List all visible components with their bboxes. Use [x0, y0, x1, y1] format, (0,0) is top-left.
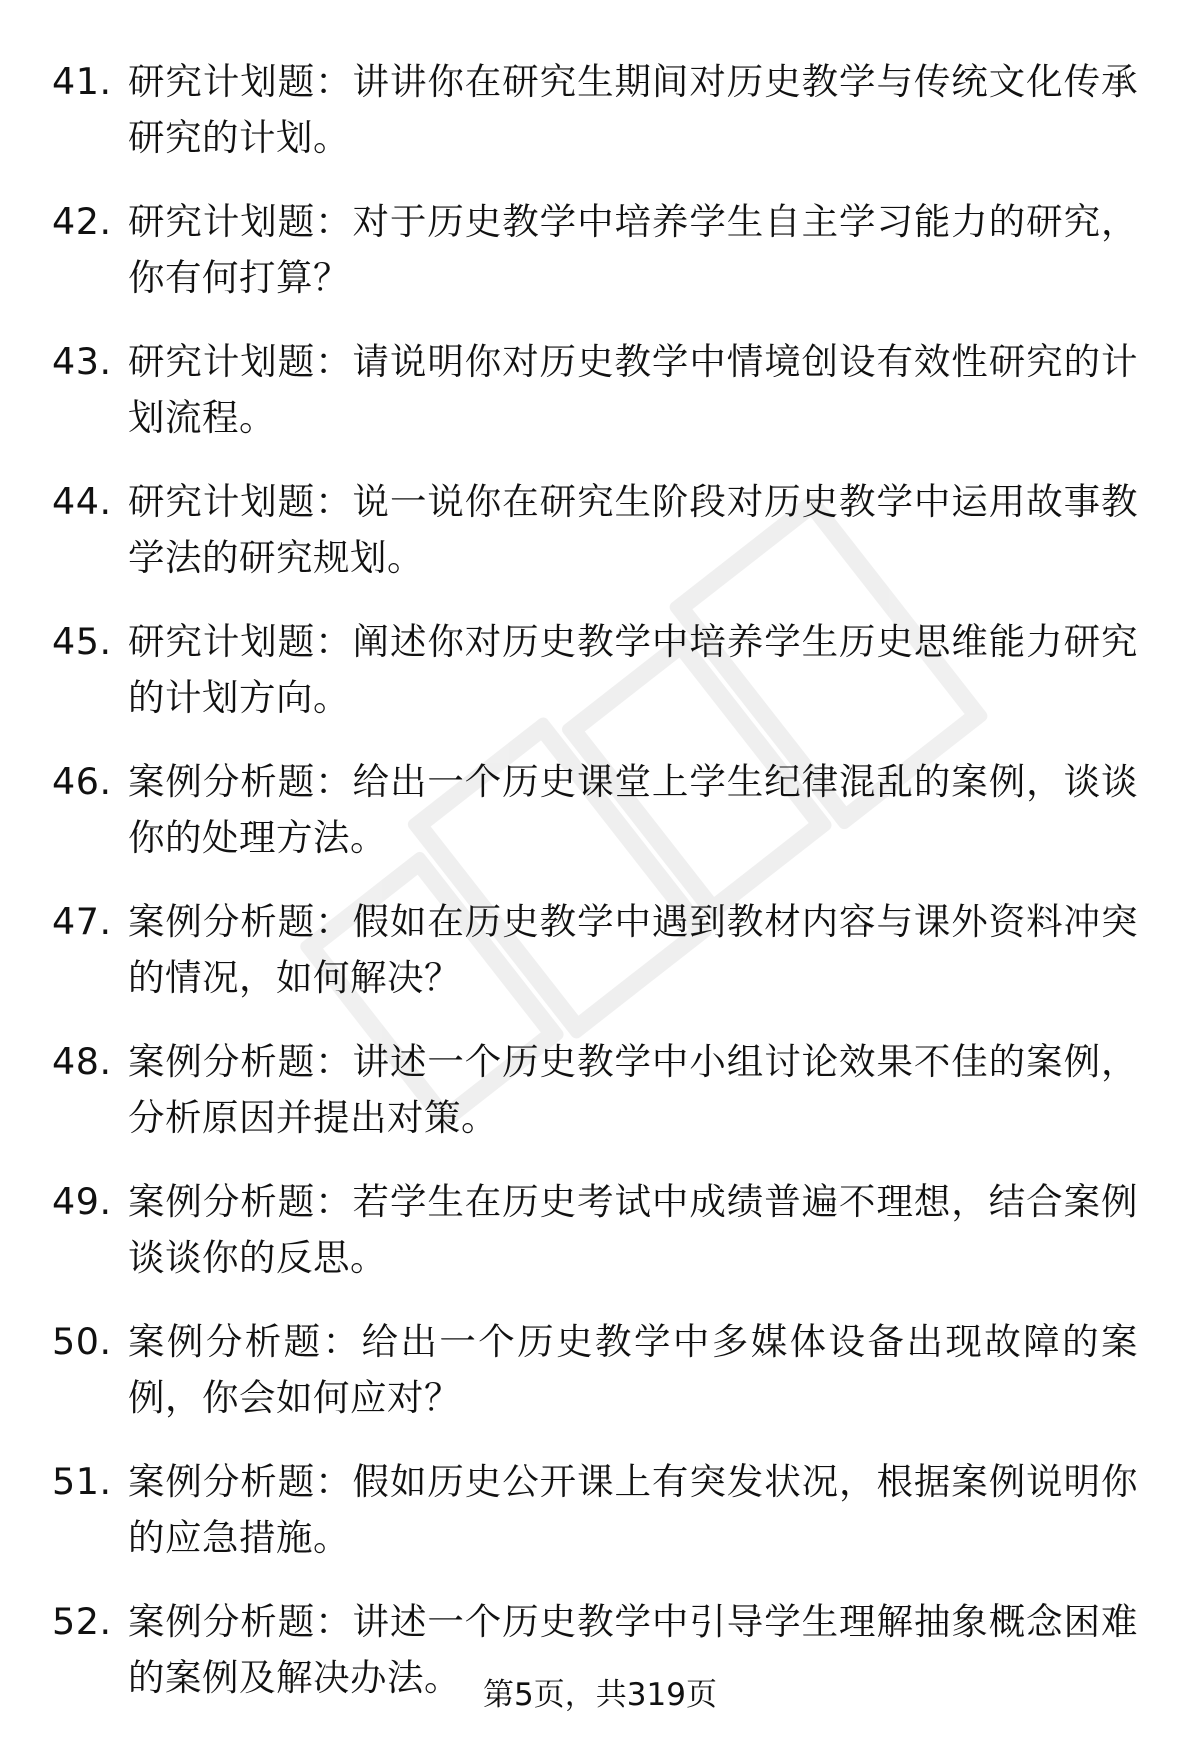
question-number: 52.	[52, 1600, 112, 1643]
question-text: 案例分析题：讲述一个历史教学中引导学生理解抽象概念困难的案例及解决办法。	[128, 1600, 1138, 1699]
question-number: 51.	[52, 1460, 112, 1503]
question-item	[0, 614, 1200, 726]
question-item	[0, 1174, 1200, 1286]
page-number-label: 第5页，共319页	[483, 1677, 717, 1713]
question-list	[0, 54, 1200, 1734]
question-item	[0, 894, 1200, 1006]
question-number: 43.	[52, 340, 112, 383]
question-item	[0, 1034, 1200, 1146]
question-text: 研究计划题：讲讲你在研究生期间对历史教学与传统文化传承研究的计划。	[128, 60, 1138, 159]
question-text: 研究计划题：阐述你对历史教学中培养学生历史思维能力研究的计划方向。	[128, 620, 1138, 719]
question-text: 案例分析题：给出一个历史课堂上学生纪律混乱的案例，谈谈你的处理方法。	[128, 760, 1138, 859]
question-number: 42.	[52, 200, 112, 243]
question-number: 48.	[52, 1040, 112, 1083]
question-number: 49.	[52, 1180, 112, 1223]
question-item	[0, 334, 1200, 446]
question-item	[0, 1314, 1200, 1426]
question-number: 47.	[52, 900, 112, 943]
question-text: 案例分析题：给出一个历史教学中多媒体设备出现故障的案例，你会如何应对？	[128, 1320, 1138, 1419]
question-number: 41.	[52, 60, 112, 103]
question-text: 研究计划题：对于历史教学中培养学生自主学习能力的研究，你有何打算？	[128, 200, 1138, 299]
question-number: 45.	[52, 620, 112, 663]
question-item	[0, 754, 1200, 866]
question-item	[0, 1454, 1200, 1566]
question-number: 46.	[52, 760, 112, 803]
question-item	[0, 194, 1200, 306]
question-text: 研究计划题：说一说你在研究生阶段对历史教学中运用故事教学法的研究规划。	[128, 480, 1138, 579]
question-text: 案例分析题：若学生在历史考试中成绩普遍不理想，结合案例谈谈你的反思。	[128, 1180, 1138, 1279]
question-number: 44.	[52, 480, 112, 523]
question-item	[0, 474, 1200, 586]
question-text: 案例分析题：讲述一个历史教学中小组讨论效果不佳的案例，分析原因并提出对策。	[128, 1040, 1138, 1139]
question-number: 50.	[52, 1320, 112, 1363]
question-item	[0, 54, 1200, 166]
page-footer	[0, 1675, 1200, 1715]
question-text: 案例分析题：假如在历史教学中遇到教材内容与课外资料冲突的情况，如何解决？	[128, 900, 1138, 999]
question-text: 案例分析题：假如历史公开课上有突发状况，根据案例说明你的应急措施。	[128, 1460, 1138, 1559]
question-text: 研究计划题：请说明你对历史教学中情境创设有效性研究的计划流程。	[128, 340, 1138, 439]
